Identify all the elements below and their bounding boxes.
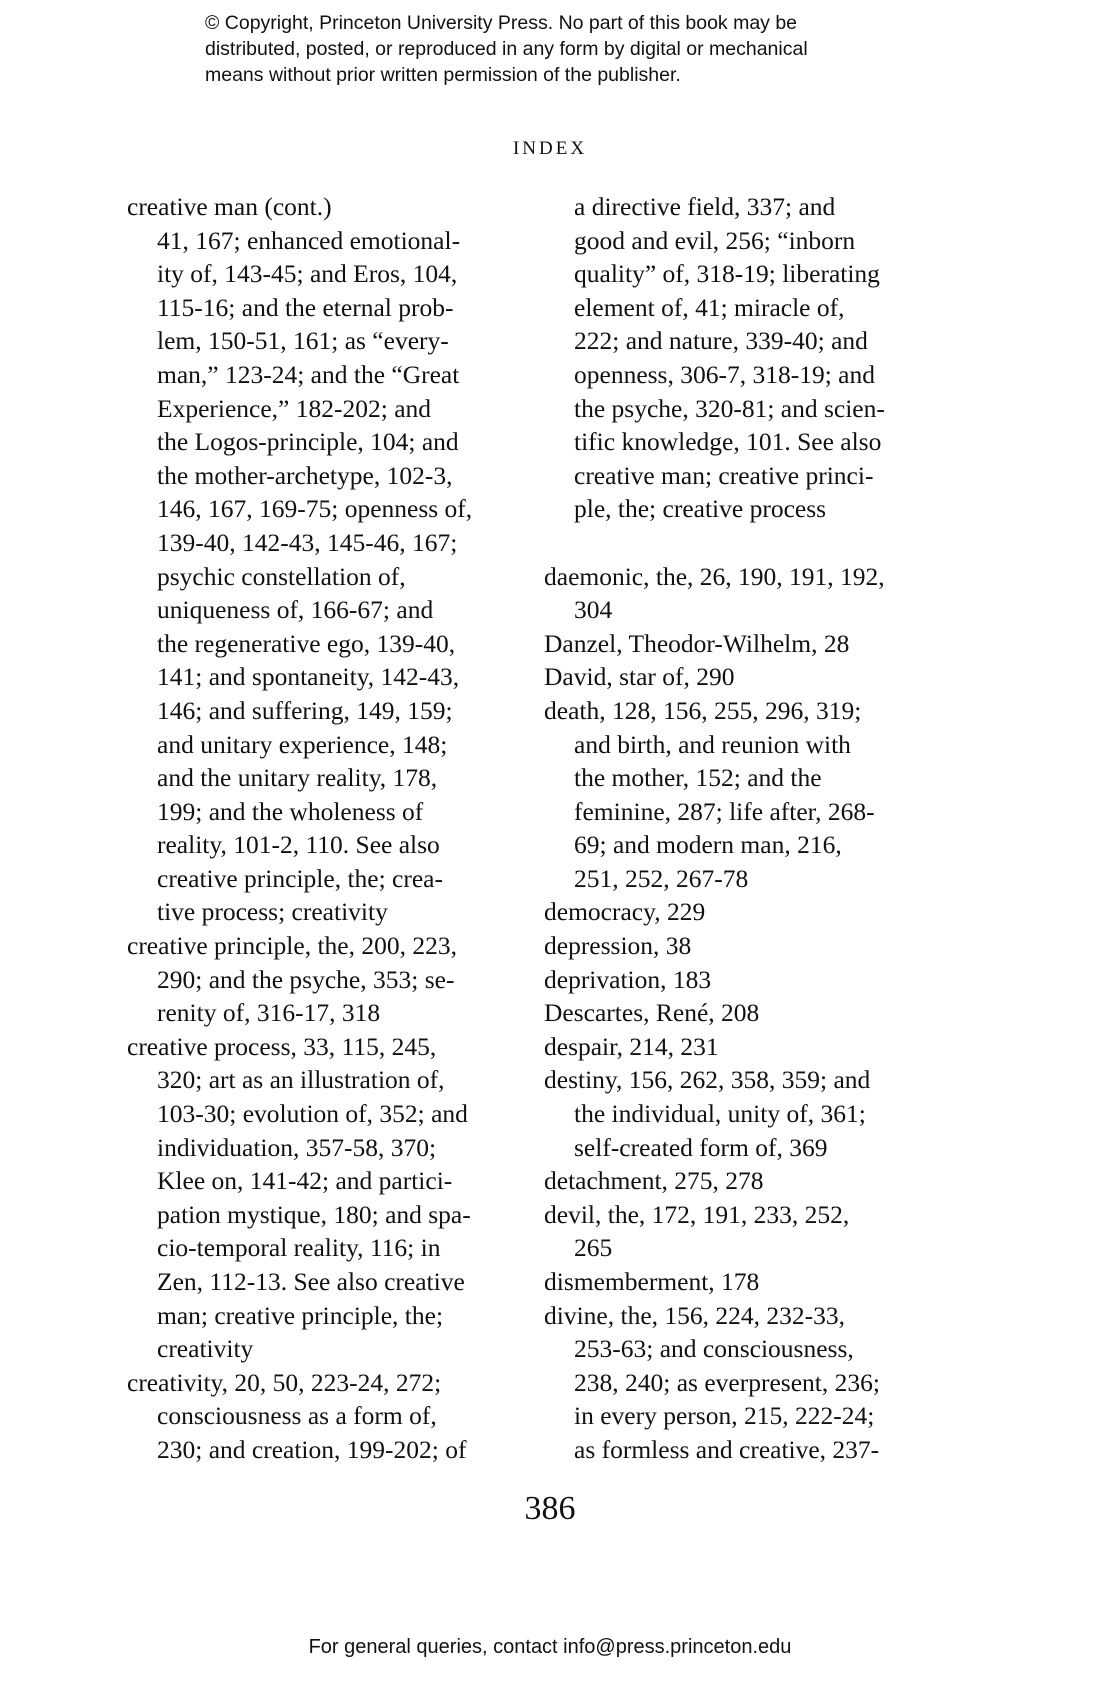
index-subentry-line: 139-40, 142-43, 145-46, 167; — [157, 527, 458, 557]
index-subentry-line: the Logos-principle, 104; and — [157, 427, 459, 457]
index-subentry-line: the psyche, 320-81; and scien- — [574, 393, 885, 423]
index-subentry-line: tive process; creativity — [157, 897, 388, 927]
index-entry-line: daemonic, the, 26, 190, 191, 192, — [544, 561, 885, 591]
copyright-line: distributed, posted, or reproduced in any form by digital or mechanical — [205, 38, 808, 60]
copyright-notice — [205, 10, 965, 88]
index-entry-line: democracy, 229 — [544, 897, 706, 927]
index-subentry-line: 251, 252, 267-78 — [574, 863, 749, 893]
index-subentry-line: renity of, 316-17, 318 — [157, 998, 381, 1028]
index-subentry-line: 41, 167; enhanced emotional- — [157, 225, 461, 255]
index-entry-line: divine, the, 156, 224, 232-33, — [544, 1300, 846, 1330]
index-subentry-line: creative principle, the; crea- — [157, 863, 443, 893]
index-entry-line: Descartes, René, 208 — [544, 998, 760, 1028]
index-subentry-line: the mother, 152; and the — [574, 763, 822, 793]
index-subentry-line: Klee on, 141-42; and partici- — [157, 1166, 453, 1196]
index-subentry-line: man; creative principle, the; — [157, 1300, 444, 1330]
copyright-line: © Copyright, Princeton University Press. No part of this book may be — [205, 12, 798, 34]
index-subentry-line: creative man; creative princi- — [574, 460, 874, 490]
index-subentry-line: 320; art as an illustration of, — [157, 1065, 445, 1095]
index-entry-line: creativity, 20, 50, 223-24, 272; — [127, 1367, 442, 1397]
index-subentry-line: cio-temporal reality, 116; in — [157, 1233, 441, 1263]
index-subentry-line: quality” of, 318-19; liberating — [574, 259, 880, 289]
index-subentry-line: 141; and spontaneity, 142-43, — [157, 662, 460, 692]
index-subentry-line: Experience,” 182-202; and — [157, 393, 432, 423]
index-subentry-line: a directive field, 337; and — [574, 192, 836, 221]
index-entry-line: depression, 38 — [544, 931, 692, 961]
index-subentry-line: and the unitary reality, 178, — [157, 763, 438, 793]
index-entry-line: creative man (cont.) — [127, 192, 332, 221]
index-column-right — [544, 190, 944, 1467]
index-subentry-line: 230; and creation, 199-202; of — [157, 1434, 467, 1464]
index-subentry-line: good and evil, 256; “inborn — [574, 225, 856, 255]
index-entry-line: creative process, 33, 115, 245, — [127, 1031, 437, 1061]
index-subentry-line: in every person, 215, 222-24; — [574, 1401, 875, 1431]
index-entry-line: death, 128, 156, 255, 296, 319; — [544, 695, 862, 725]
page-number: 386 — [524, 1490, 576, 1527]
index-subentry-line: creativity — [157, 1334, 254, 1364]
index-subentry-line: 146; and suffering, 149, 159; — [157, 695, 453, 725]
index-subentry-line: 265 — [574, 1233, 613, 1263]
index-subentry-line: 238, 240; as everpresent, 236; — [574, 1367, 880, 1397]
index-subentry-line: consciousness as a form of, — [157, 1401, 437, 1431]
index-subentry-line: openness, 306-7, 318-19; and — [574, 359, 875, 389]
index-subentry-line: and birth, and reunion with — [574, 729, 851, 759]
index-subentry-line: and unitary experience, 148; — [157, 729, 448, 759]
index-entry-line: dismemberment, 178 — [544, 1267, 760, 1296]
index-subentry-line: the individual, unity of, 361; — [574, 1099, 866, 1129]
index-subentry-line: uniqueness of, 166-67; and — [157, 595, 434, 625]
index-subentry-line: 290; and the psyche, 353; se- — [157, 964, 455, 994]
index-subentry-line: ple, the; creative process — [574, 494, 827, 524]
index-subentry-line: the regenerative ego, 139-40, — [157, 628, 456, 658]
index-subentry-line: individuation, 357-58, 370; — [157, 1132, 437, 1162]
index-subentry-line: as formless and creative, 237- — [574, 1434, 880, 1464]
index-subentry-line: psychic constellation of, — [157, 561, 406, 591]
index-subentry-line: 304 — [574, 595, 613, 625]
index-subentry-line: ity of, 143-45; and Eros, 104, — [157, 259, 458, 289]
index-subentry-line: 103-30; evolution of, 352; and — [157, 1099, 468, 1129]
index-entry-line: creative principle, the, 200, 223, — [127, 931, 457, 961]
index-entry-line: deprivation, 183 — [544, 964, 712, 994]
index-subentry-line: element of, 41; miracle of, — [574, 292, 845, 322]
index-subentry-line: the mother-archetype, 102-3, — [157, 460, 453, 490]
index-entry-line: despair, 214, 231 — [544, 1031, 719, 1061]
index-subentry-line: feminine, 287; life after, 268- — [574, 796, 875, 826]
index-subentry-line: tific knowledge, 101. See also — [574, 427, 882, 457]
index-entry-line: detachment, 275, 278 — [544, 1166, 764, 1196]
running-head: INDEX — [512, 138, 588, 159]
index-entry-line: Danzel, Theodor-Wilhelm, 28 — [544, 628, 850, 658]
index-subentry-line: 199; and the wholeness of — [157, 796, 424, 826]
index-subentry-line: Zen, 112-13. See also creative — [157, 1267, 465, 1296]
index-subentry-line: pation mystique, 180; and spa- — [157, 1199, 471, 1229]
index-subentry-line: 253-63; and consciousness, — [574, 1334, 854, 1364]
index-subentry-line: 146, 167, 169-75; openness of, — [157, 494, 473, 524]
index-subentry-line: self-created form of, 369 — [574, 1132, 828, 1162]
index-column-left — [127, 190, 527, 1467]
index-subentry-line: man,” 123-24; and the “Great — [157, 359, 460, 389]
index-subentry-line: lem, 150-51, 161; as “every- — [157, 326, 449, 356]
index-subentry-line: reality, 101-2, 110. See also — [157, 830, 440, 860]
index-subentry-line: 69; and modern man, 216, — [574, 830, 842, 860]
index-entry-line: David, star of, 290 — [544, 662, 735, 692]
index-subentry-line: 115-16; and the eternal prob- — [157, 292, 454, 322]
index-subentry-line: 222; and nature, 339-40; and — [574, 326, 868, 356]
index-entry-line: devil, the, 172, 191, 233, 252, — [544, 1199, 850, 1229]
index-entry-line: destiny, 156, 262, 358, 359; and — [544, 1065, 871, 1095]
footer-contact: For general queries, contact info@press.princeton.edu — [308, 1636, 792, 1658]
copyright-line: means without prior written permission of the publisher. — [205, 64, 681, 86]
